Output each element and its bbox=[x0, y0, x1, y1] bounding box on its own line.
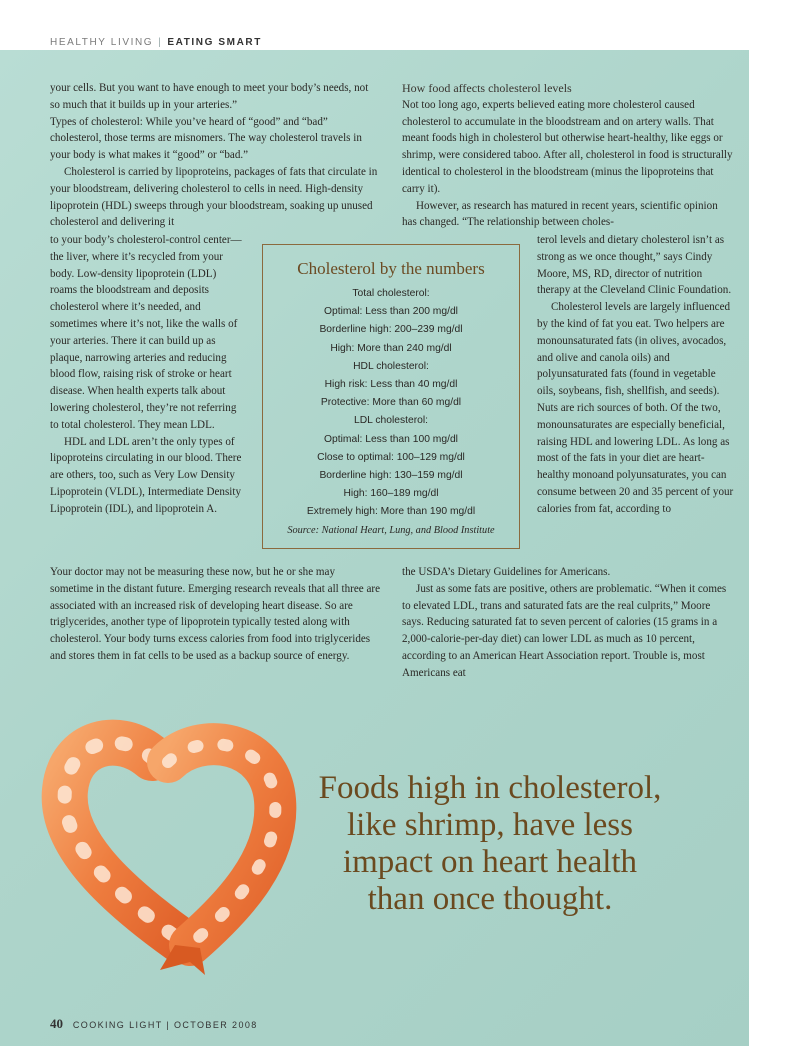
column1-top bbox=[50, 80, 380, 231]
sidebar-line: Optimal: Less than 100 mg/dl bbox=[324, 433, 458, 445]
sidebar-line: High: More than 240 mg/dl bbox=[330, 342, 452, 354]
pull-quote-line: like shrimp, have less bbox=[347, 807, 633, 843]
paragraph: Just as some fats are positive, others are problematic. “When it comes to elevated LDL, trans and saturated fats are the real culprits,” Moore says. Reducing saturated fat to seven percent of calories (15 grams in a 2,000-calorie-per-day diet) can lower LDL as much as 10 percent, according to an American Heart Association report. Trouble is, most Americans eat bbox=[402, 582, 727, 679]
sidebar-line: High risk: Less than 40 mg/dl bbox=[324, 379, 458, 391]
sidebar-line: Optimal: Less than 200 mg/dl bbox=[324, 306, 458, 318]
header-subsection: EATING SMART bbox=[167, 37, 262, 48]
pull-quote-line: impact on heart health bbox=[342, 844, 638, 880]
sidebar-line: LDL cholesterol: bbox=[353, 415, 429, 427]
sidebar-title: Cholesterol by the numbers bbox=[297, 259, 485, 278]
paragraph: Not too long ago, experts believed eating more cholesterol caused cholesterol to accumulate in the bloodstream and on artery walls. That meant foods high in cholesterol but otherwise heart-healthy, like eggs or shrimp, were considered taboo. After all, cholesterol in food is structurally identical to cholesterol in the bloodstream (minus the lipoproteins that carry it). bbox=[402, 98, 733, 195]
column2-bottom bbox=[402, 564, 734, 682]
paragraph: your cells. But you want to have enough to meet your body’s needs, not so much that it builds up in your arteries.” bbox=[50, 82, 369, 111]
pull-quote-line: than once thought. bbox=[367, 881, 613, 917]
header-divider: | bbox=[158, 37, 163, 48]
shrimp-heart-image bbox=[40, 700, 310, 980]
header-section: HEALTHY LIVING bbox=[50, 37, 154, 48]
sidebar-box bbox=[262, 244, 520, 549]
paragraph: Cholesterol is carried by lipoproteins, packages of fats that circulate in your bloodstream, delivering cholesterol to cells in need. High-density lipoprotein (HDL) sweeps through your bloodstream, soaking up unused cholesterol and delivering it bbox=[50, 165, 378, 229]
issue-date: OCTOBER 2008 bbox=[174, 1020, 258, 1030]
page-number: 40 bbox=[50, 1016, 63, 1031]
column2-top bbox=[402, 80, 734, 231]
sidebar-line: Protective: More than 60 mg/dl bbox=[320, 397, 462, 409]
sidebar-line: Borderline high: 200–239 mg/dl bbox=[319, 324, 463, 336]
pull-quote-line: Foods high in cholesterol, bbox=[318, 770, 662, 806]
sidebar-line: Borderline high: 130–159 mg/dl bbox=[319, 470, 463, 482]
paragraph: Your doctor may not be measuring these now, but he or she may sometime in the distant future. Emerging research reveals that all three are associated with an increased risk of developing heart disease. So are triglycerides, another type of lipoprotein typically tested along with cholesterol. Your body turns excess calories from food into triglycerides and stores them in fat cells to be used as a backup source of energy. bbox=[50, 566, 381, 662]
sidebar-line: Total cholesterol: bbox=[352, 288, 430, 299]
paragraph: Types of cholesterol: While you’ve heard of “good” and “bad” cholesterol, those terms are misnomers. The way cholesterol travels in your body is what makes it “good” or “bad.” bbox=[50, 115, 362, 162]
sidebar-line: Close to optimal: 100–129 mg/dl bbox=[317, 451, 465, 463]
paragraph: to your body’s cholesterol-control center—the liver, where it’s recycled from your body. Low-density lipoprotein (LDL) roams the bloodstream and deposits cholesterol where it’s needed, and sometimes where it’s not, like the walls of your arteries. There it can build up as plaque, narrowing arteries and reducing blood flow, raising risk of stroke or heart disease. When health experts talk about lowering cholesterol, they’re not referring to total cholesterol. They mean LDL. bbox=[50, 234, 242, 431]
paragraph: the USDA’s Dietary Guidelines for Americans. bbox=[402, 566, 611, 578]
pull-quote bbox=[305, 770, 675, 918]
column2-mid bbox=[537, 232, 734, 518]
sidebar-source: Source: National Heart, Lung, and Blood Institute bbox=[287, 524, 495, 536]
sidebar-line: HDL cholesterol: bbox=[353, 360, 429, 372]
section-subhead: How food affects cholesterol levels bbox=[402, 81, 572, 95]
running-header bbox=[50, 37, 262, 48]
paragraph: HDL and LDL aren’t the only types of lipoproteins circulating in our blood. There are others, too, such as Very Low Density Lipoprotein (VLDL), Intermediate Density Lipoprotein (IDL), and lipoprotein A. bbox=[50, 435, 242, 515]
sidebar-line: High: 160–189 mg/dl bbox=[343, 488, 439, 500]
paragraph: Cholesterol levels are largely influenced by the kind of fat you eat. Two helpers are monounsaturated fats (in olives, avocados, and olive and canola oils) and polyunsaturated fats (found in vegetable oils, soybeans, fish, shellfish, and seeds). Nuts are rich sources of both. Of the two, monounsaturates are especially beneficial, raising HDL and lowering LDL. As long as most of the fats in your diet are heart-healthy monoand polyunsaturates, you can consume between 20 and 35 percent of your calories from fat, according to bbox=[537, 301, 734, 515]
magazine-name: COOKING LIGHT bbox=[72, 1020, 163, 1030]
sidebar-line: Extremely high: More than 190 mg/dl bbox=[306, 506, 476, 518]
column1-bottom bbox=[50, 564, 380, 665]
paragraph: However, as research has matured in recent years, scientific opinion has changed. “The relationship between choles- bbox=[402, 199, 718, 229]
column1-mid bbox=[50, 232, 244, 518]
paragraph: terol levels and dietary cholesterol isn’t as strong as we once thought,” says Cindy Moore, MS, RD, director of nutrition therapy at the Cleveland Clinic Foundation. bbox=[537, 234, 732, 297]
page-footer bbox=[50, 1016, 258, 1032]
footer-divider: | bbox=[166, 1020, 174, 1030]
